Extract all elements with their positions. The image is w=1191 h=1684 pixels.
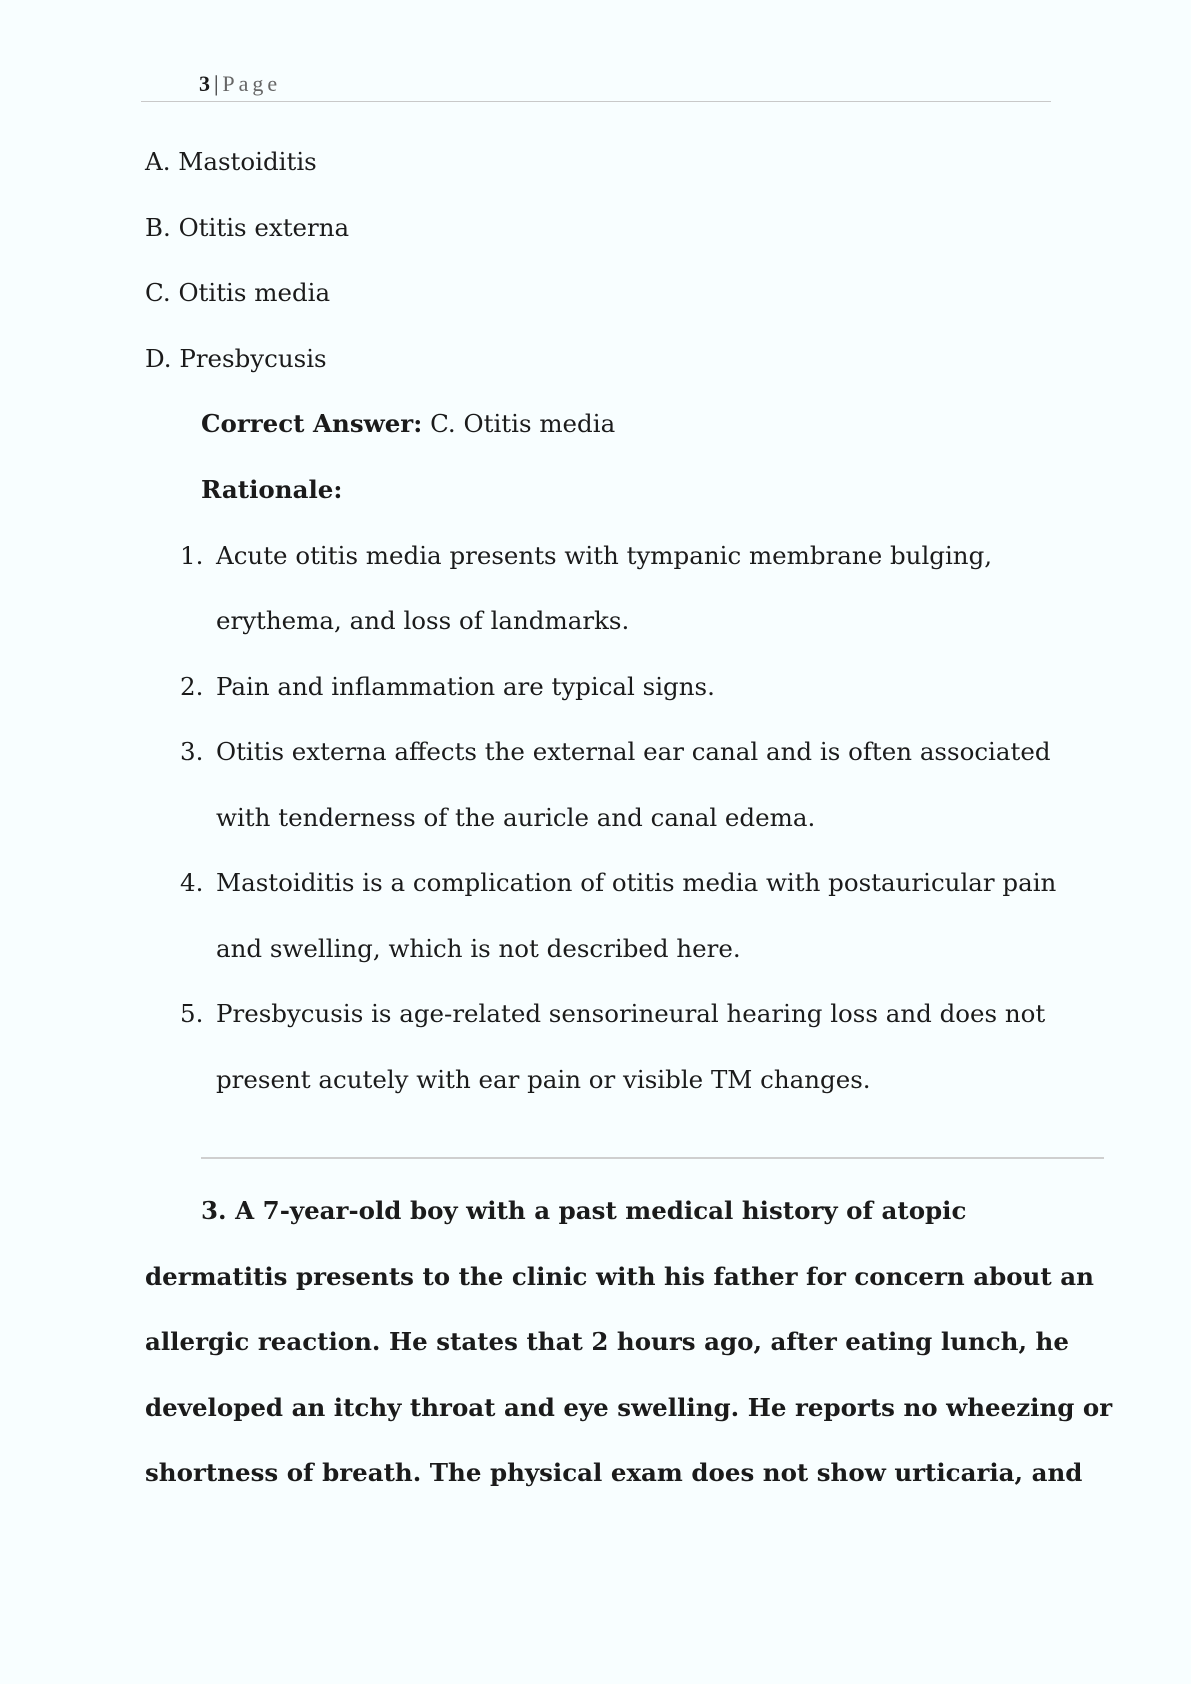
question-text: allergic reaction. He states that 2 hours ago, after eating lunch, he <box>145 1327 1069 1356</box>
page-number: 3 <box>199 71 210 96</box>
rationale-item-number: 2. <box>180 672 204 701</box>
page-label: Page <box>222 71 282 96</box>
rationale-item-text: erythema, and loss of landmarks. <box>216 606 630 635</box>
rationale-item-number: 3. <box>180 737 204 766</box>
correct-answer <box>201 408 615 440</box>
rationale-item-text: with tenderness of the auricle and canal edema. <box>216 803 816 832</box>
rationale-item-text: present acutely with ear pain or visible TM changes. <box>216 1065 871 1094</box>
page-header <box>141 70 1051 102</box>
answer-option-c: C. Otitis media <box>145 278 331 307</box>
rationale-item-text: Presbycusis is age-related sensorineural hearing loss and does not <box>216 999 1046 1028</box>
question-text: shortness of breath. The physical exam does not show urticaria, and <box>145 1458 1083 1487</box>
rationale-heading: Rationale: <box>201 475 343 504</box>
answer-option-d: D. Presbycusis <box>145 344 327 373</box>
correct-answer-label: Correct Answer: <box>201 409 423 438</box>
question-text: 3. A 7-year-old boy with a past medical history of atopic <box>201 1196 967 1225</box>
rationale-item-number: 4. <box>180 868 204 897</box>
page-separator: | <box>214 71 219 96</box>
rationale-item-text: Mastoiditis is a complication of otitis media with postauricular pain <box>216 868 1057 897</box>
question-text: developed an itchy throat and eye swelling. He reports no wheezing or <box>145 1393 1113 1422</box>
correct-answer-value: C. Otitis media <box>430 409 616 438</box>
answer-option-a: A. Mastoiditis <box>145 147 317 176</box>
rationale-item-text: Pain and inflammation are typical signs. <box>216 672 715 701</box>
rationale-item-text: Acute otitis media presents with tympanic membrane bulging, <box>216 541 993 570</box>
rationale-item-number: 5. <box>180 999 204 1028</box>
rationale-item-text: Otitis externa affects the external ear canal and is often associated <box>216 737 1051 766</box>
question-text: dermatitis presents to the clinic with his father for concern about an <box>145 1262 1094 1291</box>
section-divider <box>201 1157 1104 1159</box>
answer-option-b: B. Otitis externa <box>145 213 350 242</box>
rationale-item-text: and swelling, which is not described here. <box>216 934 741 963</box>
rationale-item-number: 1. <box>180 541 204 570</box>
